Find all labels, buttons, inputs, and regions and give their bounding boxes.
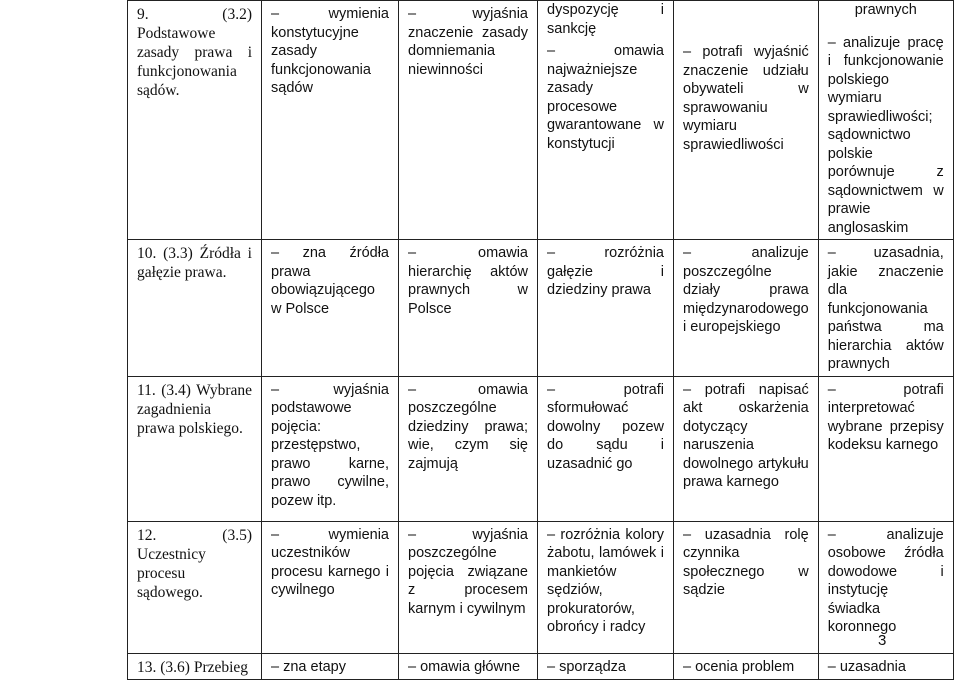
requirement-text: – zna etapy: [271, 658, 346, 675]
requirement-cell: [674, 521, 819, 653]
requirement-cell: [399, 376, 538, 521]
requirement-text: – analizuje poszczególne działy prawa międzynarodowego i europejskiego: [683, 245, 809, 335]
requirement-text: – potrafi interpretować wybrane przepisy kodeksu karnego: [827, 381, 944, 453]
requirement-cell: [818, 376, 953, 521]
requirement-text: – wymienia konstytucyjne zasady funkcjonowania sądów: [271, 6, 389, 96]
requirement-text: – uzasadnia, jakie znaczenie dla funkcjonowania państwa ma hierarchia aktów prawnych: [827, 245, 944, 372]
requirement-cell: [538, 653, 674, 679]
requirement-cell: [399, 521, 538, 653]
topic-cell: [128, 240, 262, 377]
requirement-cell: [674, 376, 819, 521]
page-number: 3: [878, 632, 887, 649]
requirement-text: dyspozycję i sankcję: [547, 2, 664, 37]
requirement-text: – analizuje osobowe źródła dowodowe i instytucję świadka koronnego: [827, 526, 944, 635]
requirement-text: – omawia najważniejsze zasady procesowe gwarantowane w konstytucji: [547, 43, 664, 152]
topic-text: 12. (3.5) Uczestnicy procesu sądowego.: [137, 526, 252, 601]
requirement-text: – wymienia uczestników procesu karnego i cywilnego: [271, 526, 389, 598]
requirement-text: – analizuje pracę i funkcjonowanie polskiego wymiaru sprawiedliwości; sądownictwo polskie porównuje z sądownictwem w prawie anglosaskim: [827, 34, 944, 236]
topic-text: 11. (3.4) Wybrane zagadnienia prawa polskiego.: [137, 381, 252, 437]
requirement-cell: [262, 240, 399, 377]
requirement-text: – potrafi napisać akt oskarżenia dotyczący naruszenia dowolnego artykułu prawa karnego: [683, 381, 809, 490]
requirement-text: – uzasadnia rolę czynnika społecznego w sądzie: [683, 526, 809, 598]
requirement-cell: [399, 1, 538, 240]
requirement-text: – rozróżnia kolory żabotu, lamówek i mankietów sędziów, prokuratorów, obrońcy i radcy: [547, 526, 664, 635]
topic-cell: [128, 1, 262, 240]
requirement-text: – ocenia problem: [683, 658, 795, 675]
requirement-cell: [818, 1, 953, 240]
requirement-text: – sporządza: [547, 658, 626, 675]
topic-cell: [128, 521, 262, 653]
requirement-text: – omawia poszczególne dziedziny prawa; wie, czym się zajmują: [408, 381, 528, 472]
topic-text: 9. (3.2) Podstawowe zasady prawa i funkcjonowania sądów.: [137, 6, 252, 99]
requirement-cell: [818, 653, 953, 679]
requirement-cell: [538, 240, 674, 377]
requirement-cell: [399, 653, 538, 679]
requirement-cell: [262, 653, 399, 679]
table-row: [128, 240, 954, 377]
requirement-cell: [674, 240, 819, 377]
requirement-text: – potrafi sformułować dowolny pozew do sądu i uzasadnić go: [547, 381, 664, 472]
requirement-text: – uzasadnia: [827, 658, 906, 675]
requirement-cell: [818, 240, 953, 377]
requirement-text: – zna źródła prawa obowiązującego w Polsce: [271, 245, 389, 317]
requirement-text: – omawia hierarchię aktów prawnych w Polsce: [408, 245, 528, 317]
requirement-cell: [262, 1, 399, 240]
table-row: [128, 521, 954, 653]
topic-text: 10. (3.3) Źródła i gałęzie prawa.: [137, 245, 252, 281]
requirement-cell: [674, 1, 819, 240]
topic-cell: [128, 653, 262, 679]
topic-cell: [128, 376, 262, 521]
requirement-cell: [262, 376, 399, 521]
requirement-text: prawnych: [854, 2, 917, 18]
requirement-text: – omawia główne: [408, 658, 521, 675]
requirement-text: – rozróżnia gałęzie i dziedziny prawa: [547, 245, 664, 298]
requirement-text: – wyjaśnia podstawowe pojęcia: przestępstwo, prawo karne, prawo cywilne, pozew itp.: [271, 381, 389, 509]
requirement-text: – potrafi wyjaśnić znaczenie udziału obywateli w sprawowaniu wymiaru sprawiedliwości: [683, 44, 809, 153]
table-row: [128, 653, 954, 679]
requirement-cell: [538, 376, 674, 521]
table-row: [128, 376, 954, 521]
requirement-cell: [538, 1, 674, 240]
requirement-cell: [674, 653, 819, 679]
table-row: [128, 1, 954, 240]
topic-text: 13. (3.6) Przebieg: [137, 658, 249, 676]
requirement-cell: [262, 521, 399, 653]
requirement-text: – wyjaśnia znaczenie zasady domniemania niewinności: [408, 6, 528, 78]
requirement-cell: [399, 240, 538, 377]
requirement-text: – wyjaśnia poszczególne pojęcia związane z procesem karnym i cywilnym: [408, 526, 528, 617]
requirement-cell: [538, 521, 674, 653]
curriculum-table: [127, 0, 954, 680]
